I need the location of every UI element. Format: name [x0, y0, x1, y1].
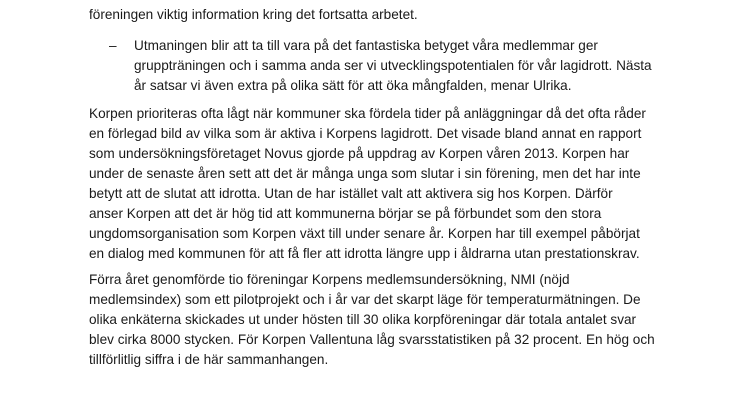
text-line: Korpen prioriteras ofta lågt när kommuner ska fördela tider på anläggningar då det ofta råder	[89, 106, 646, 121]
text-line: tillförlitlig siffra i de här sammanhangen.	[89, 352, 329, 367]
text-line: som undersökningsföretaget Novus gjorde på uppdrag av Korpen våren 2013. Korpen har	[89, 146, 630, 161]
text-line: föreningen viktig information kring det fortsatta arbetet.	[89, 7, 418, 22]
paragraph-fragment	[89, 5, 659, 25]
paragraph-korpen-prioriteras	[89, 104, 659, 264]
text-line: Utmaningen blir att ta till vara på det fantastiska betyget våra medlemmar ger	[134, 38, 598, 53]
text-line: gruppträningen och i samma anda ser vi utvecklingspotentialen för vår lagidrott. Nästa	[134, 58, 652, 73]
quote-text	[134, 36, 652, 96]
text-line: betytt att de slutat att idrotta. Utan de har istället valt att aktivera sig hos Korpen. Därför	[89, 186, 613, 201]
text-line: Förra året genomförde tio föreningar Korpens medlemsundersökning, NMI (nöjd	[89, 272, 570, 287]
paragraph-forra-aret	[89, 270, 659, 370]
text-line: olika enkäterna skickades ut under hösten till 30 olika korpföreningar där totala antalet svar	[89, 312, 637, 327]
text-line: ungdomsorganisation som Korpen växt till under senare år. Korpen har till exempel påbörjat	[89, 226, 640, 241]
text-line: medlemsindex) som ett pilotprojekt och i år var det skarpt läge för temperaturmätningen. De	[89, 292, 641, 307]
text-line: blev cirka 8000 stycken. För Korpen Vallentuna låg svarsstatistiken på 32 procent. En hög och	[89, 332, 655, 347]
text-line: år satsar vi även extra på olika sätt för att öka mångfalden, menar Ulrika.	[134, 78, 572, 93]
dash-bullet: –	[109, 38, 117, 53]
text-line: under de senaste åren sett att det är många unga som slutar i sin förening, men det har inte	[89, 166, 641, 181]
text-line: en förlegad bild av vilka som är aktiva i Korpens lagidrott. Det visade bland annat en rapport	[89, 126, 642, 141]
text-line: anser Korpen att det är hög tid att kommunerna börjar se på förbundet som den stora	[89, 206, 602, 221]
text-line: en dialog med kommunen för att få fler att idrotta längre upp i åldrarna utan prestationskrav.	[89, 246, 640, 261]
